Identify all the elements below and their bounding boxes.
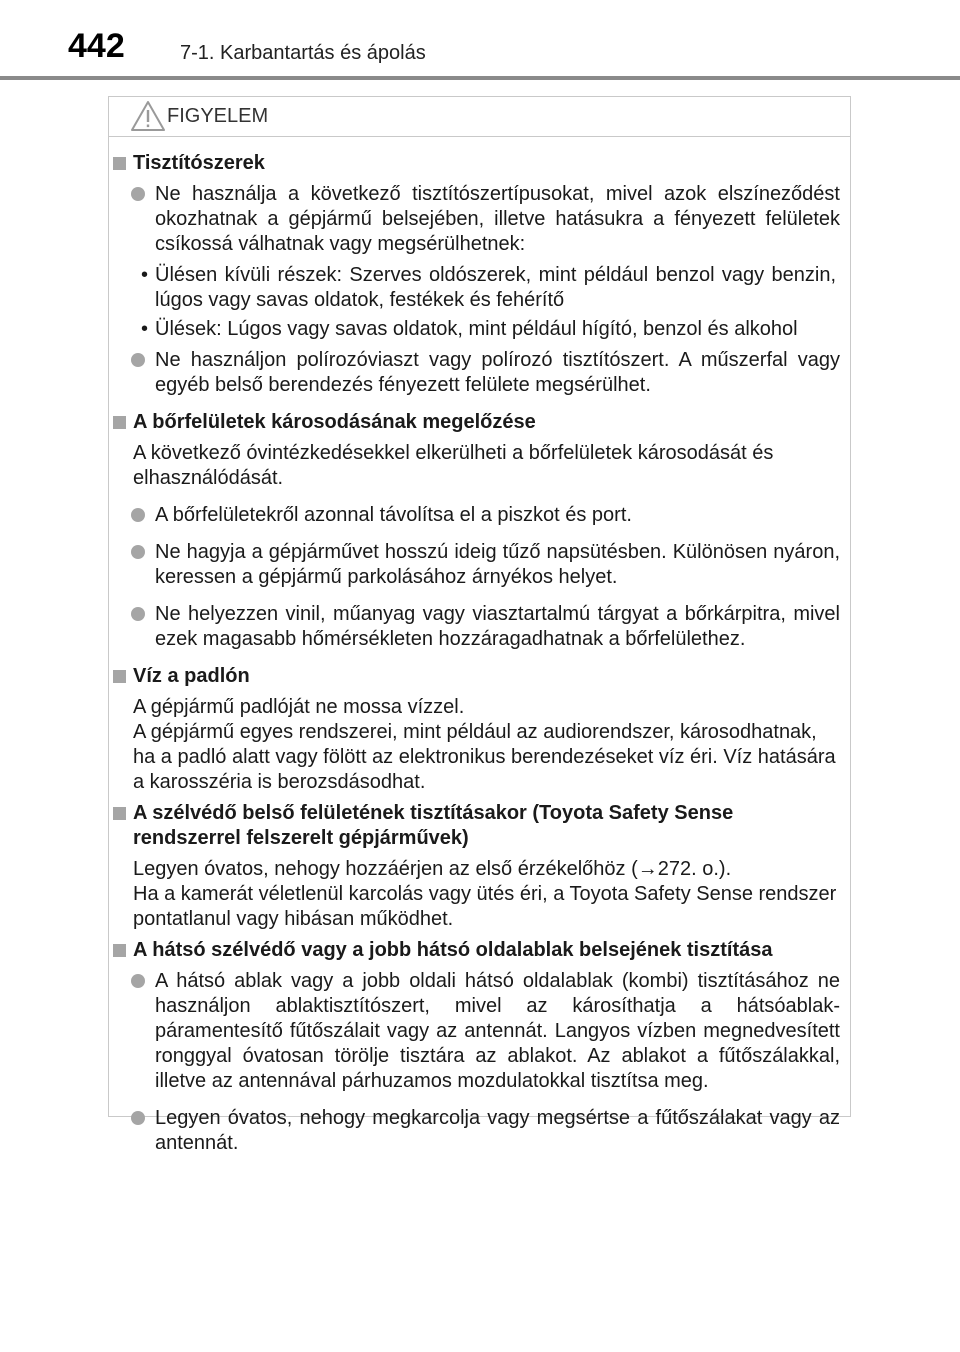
section-title: 7-1. Karbantartás és ápolás [180, 42, 426, 64]
page-header [0, 0, 960, 80]
circle-bullet-icon [131, 187, 145, 201]
circle-bullet-icon [131, 353, 145, 367]
circle-bullet-icon [131, 1111, 145, 1125]
circle-bullet-icon [131, 545, 145, 559]
section-water [109, 664, 850, 795]
circle-bullet-icon [131, 508, 145, 522]
square-bullet-icon [113, 670, 126, 683]
header-rule [0, 76, 960, 80]
circle-bullet-icon [131, 607, 145, 621]
warning-content [109, 151, 850, 1162]
warning-label: FIGYELEM [167, 105, 269, 127]
sub-list-item: • Ülések: Lúgos vagy savas oldatok, mint például hígító, benzol és alkohol [141, 318, 798, 340]
section-rear-window [109, 938, 850, 1156]
list-item: Ne használja a következő tisztítószertípusokat, mivel azok elszíneződést okozhatnak a gépjármű belsejében, illetve hatásukra a fényezett felületek csíkossá válhatnak vagy megsérülhetnek: [109, 182, 850, 257]
section-heading: A szélvédő belső felületének tisztításakor (Toyota Safety Sense rendszerrel felszerelt gépjárművek) [109, 801, 850, 851]
section-heading: A hátsó szélvédő vagy a jobb hátsó oldalablak belsejének tisztítása [109, 938, 850, 963]
list-item: A hátsó ablak vagy a jobb oldali hátsó oldalablak (kombi) tisztításához ne használjon ablaktisztítószert, mivel az károsíthatja a hátsóablak-páramentesítő fűtőszálait vagy az antennát. Langyos vízben megnedvesített ronggyal óvatosan törölje tisztára az ablakot. Az ablakot a fűtőszálakkal, illetve az antennával párhuzamos mozdulatokkal tisztítsa meg. [109, 969, 850, 1094]
section-heading: Tisztítószerek [109, 151, 850, 176]
paragraph: A gépjármű egyes rendszerei, mint például az audiorendszer, károsodhatnak, ha a padló alatt vagy fölött az elektronikus berendezéseket víz éri. Víz hatására a karosszéria is berozsdásodhat. [133, 721, 836, 793]
square-bullet-icon [113, 944, 126, 957]
section-heading: Víz a padlón [109, 664, 850, 689]
section-cleaners [109, 151, 850, 398]
warning-box [108, 96, 851, 1154]
small-bullet-icon: • [141, 264, 149, 286]
list-item: Ne helyezzen vinil, műanyag vagy viasztartalmú tárgyat a bőrkárpitra, mivel ezek magasabb hőmérsékleten hozzáragadhatnak a bőrfelülethez. [109, 602, 850, 652]
section-leather [109, 410, 850, 652]
sub-list-item: • Ülésen kívüli részek: Szerves oldószerek, mint például benzol vagy benzin, lúgos vagy savas oldatok, festékek és fehérítő [141, 264, 836, 311]
paragraph: A gépjármű padlóját ne mossa vízzel. [133, 696, 465, 718]
square-bullet-icon [113, 416, 126, 429]
warning-header [109, 97, 850, 137]
section-windshield [109, 801, 850, 932]
list-item: A bőrfelületekről azonnal távolítsa el a piszkot és port. [109, 503, 850, 528]
section-heading: A bőrfelületek károsodásának megelőzése [109, 410, 850, 435]
paragraph: Legyen óvatos, nehogy hozzáérjen az első érzékelőhöz (→272. o.). [133, 858, 732, 880]
list-item: Ne hagyja a gépjárművet hosszú ideig tűző napsütésben. Különösen nyáron, keressen a gépjármű parkolásához árnyékos helyet. [109, 540, 850, 590]
list-item: Ne használjon polírozóviaszt vagy polírozó tisztítószert. A műszerfal vagy egyéb belső berendezés fényezett felülete megsérülhet. [109, 348, 850, 398]
square-bullet-icon [113, 807, 126, 820]
warning-triangle-icon [129, 99, 167, 133]
section-intro: A következő óvintézkedésekkel elkerülheti a bőrfelületek károsodását és elhasználódását. [133, 442, 774, 489]
square-bullet-icon [113, 157, 126, 170]
small-bullet-icon: • [141, 318, 149, 340]
paragraph: Ha a kamerát véletlenül karcolás vagy ütés éri, a Toyota Safety Sense rendszer pontatlanul vagy hibásan működhet. [133, 883, 837, 930]
list-item: Legyen óvatos, nehogy megkarcolja vagy megsértse a fűtőszálakat vagy az antennát. [109, 1106, 850, 1156]
circle-bullet-icon [131, 974, 145, 988]
page-number: 442 [68, 27, 125, 65]
